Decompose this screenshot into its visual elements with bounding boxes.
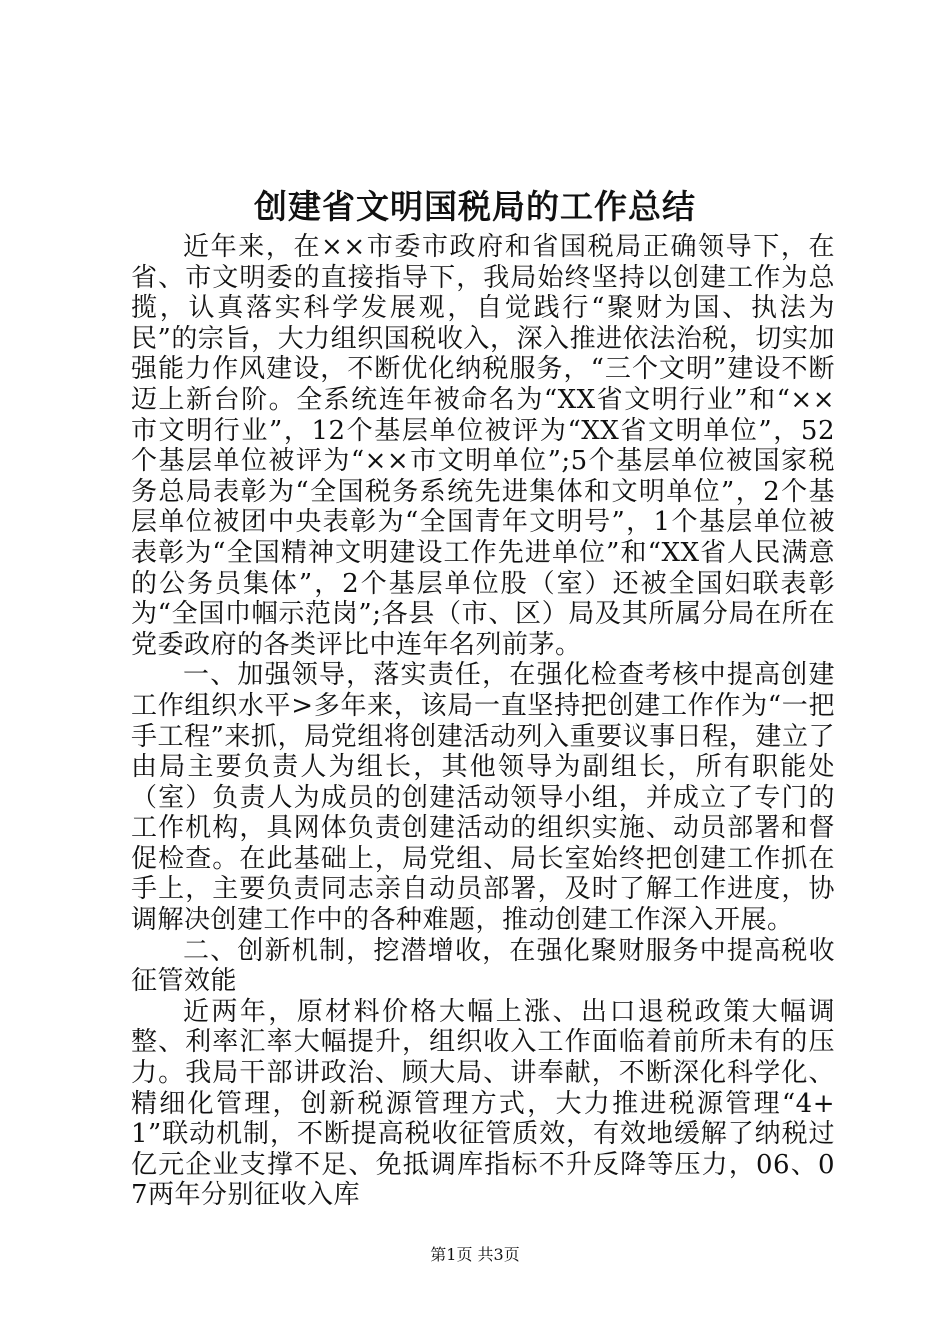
paragraph-section-two-body: 近两年，原材料价格大幅上涨、出口退税政策大幅调整、利率汇率大幅提升，组织收入工作面临着前所未有的压力。我局干部讲政治、顾大局、讲奉献，不断深化科学化、精细化管理，创新税源管理方式，大力推进税源管理“4+1”联动机制，不断提高税收征管质效，有效地缓解了纳税过亿元企业支撑不足、免抵调库指标不升反降等压力，06、07两年分别征收入库 xyxy=(131,996,835,1211)
document-title: 创建省文明国税局的工作总结 xyxy=(254,187,696,226)
paragraph-section-one: 一、加强领导，落实责任，在强化检查考核中提高创建工作组织水平>多年来，该局一直坚持把创建工作作为“一把手工程”来抓，局党组将创建活动列入重要议事日程，建立了由局主要负责人为组长，其他领导为副组长，所有职能处（室）负责人为成员的创建活动领导小组，并成立了专门的工作机构，具网体负责创建活动的组织实施、动员部署和督促检查。在此基础上，局党组、局长室始终把创建工作抓在手上，主要负责同志亲自动员部署，及时了解工作进度，协调解决创建工作中的各种难题，推动创建工作深入开展。 xyxy=(131,660,835,936)
paragraph-section-two-heading: 二、创新机制，挖潜增收，在强化聚财服务中提高税收征管效能 xyxy=(131,935,835,997)
document-body xyxy=(131,232,835,1211)
paragraph-intro: 近年来，在××市委市政府和省国税局正确领导下，在省、市文明委的直接指导下，我局始终坚持以创建工作为总揽，认真落实科学发展观，自觉践行“聚财为国、执法为民”的宗旨，大力组织国税收入，深入推进依法治税，切实加强能力作风建设，不断优化纳税服务，“三个文明”建设不断迈上新台阶。全系统连年被命名为“XX省文明行业”和“××市文明行业”，12个基层单位被评为“XX省文明单位”，52个基层单位被评为“××市文明单位”;5个基层单位被国家税务总局表彰为“全国税务系统先进集体和文明单位”，2个基层单位被团中央表彰为“全国青年文明号”，1个基层单位被表彰为“全国精神文明建设工作先进单位”和“XX省人民满意的公务员集体”，2个基层单位股（室）还被全国妇联表彰为“全国巾帼示范岗”;各县（市、区）局及其所属分局在所在党委政府的各类评比中连年名列前茅。 xyxy=(131,232,835,660)
page-footer: 第1页 共3页 xyxy=(430,1245,520,1264)
